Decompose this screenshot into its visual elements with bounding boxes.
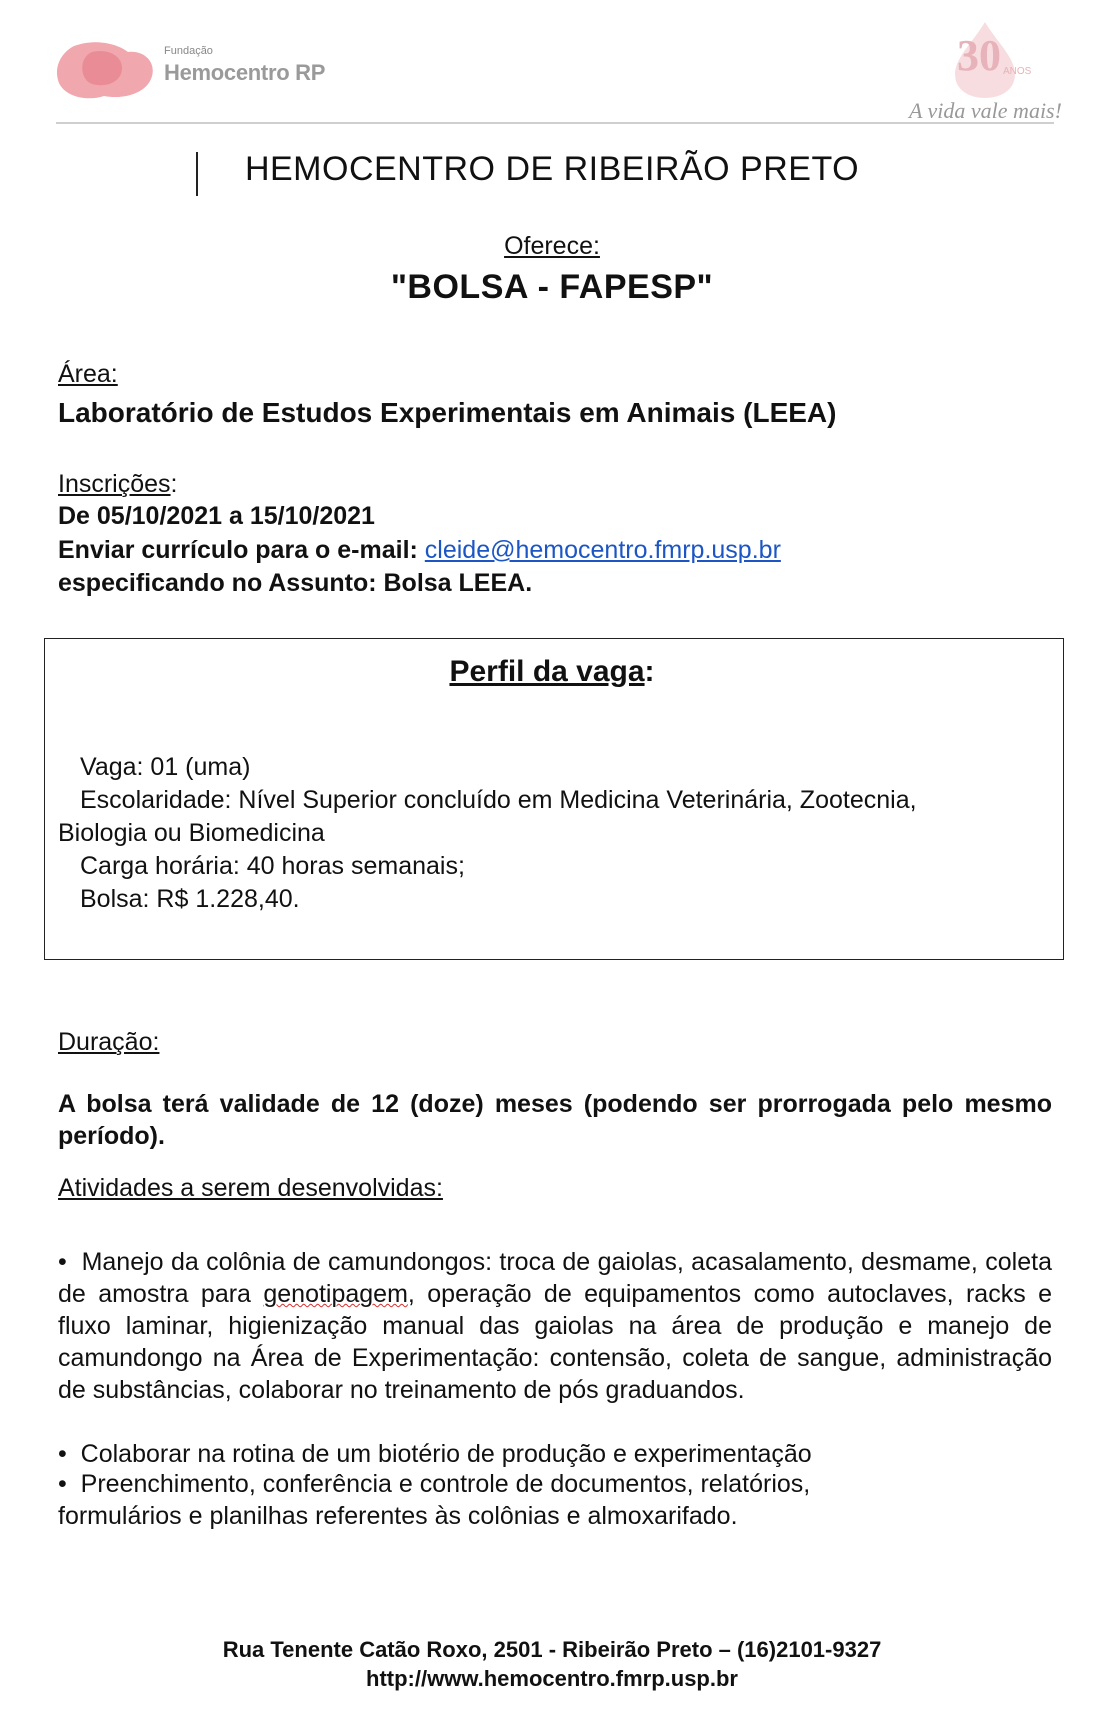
header-divider (56, 122, 1054, 124)
bullet-icon: • (58, 1248, 67, 1276)
duration-text: A bolsa terá validade de 12 (doze) meses (podendo ser prorrogada pelo mesmo período). (58, 1090, 1052, 1150)
area-value: Laboratório de Estudos Experimentais em Animais (LEEA) (58, 397, 837, 428)
footer-address: Rua Tenente Catão Roxo, 2501 - Ribeirão Preto – (16)2101-9327 (222, 1637, 882, 1662)
activity-item-1-spell-flag: genotipagem (263, 1280, 408, 1308)
bullet-icon: • (58, 1470, 67, 1498)
activity-item-3 (58, 1470, 810, 1499)
offers-label: Oferece: (504, 232, 600, 260)
activity-item-3-line-1: Preenchimento, conferência e controle de documentos, relatórios, (80, 1470, 811, 1498)
inscriptions-colon: : (170, 470, 178, 498)
profile-title-text: Perfil da vaga (449, 655, 645, 688)
logo-foundation-label: Fundação (164, 45, 213, 57)
blood-drop-logo-icon (56, 38, 156, 104)
stipend: Bolsa: R$ 1.228,40. (80, 885, 300, 913)
activity-item-1-text-a: Manejo da colônia de camundongos: troca de gaiolas, acasalamento, desmame, coleta de amostra para (58, 1248, 1052, 1308)
area-label: Área: (58, 360, 118, 388)
tagline: A vida vale mais! (909, 98, 1062, 123)
inscriptions-label: Inscrições (58, 470, 171, 498)
bullet-icon: • (58, 1440, 67, 1468)
inscription-dates: De 05/10/2021 a 15/10/2021 (58, 502, 375, 530)
email-link[interactable]: cleide@hemocentro.fmrp.usp.br (424, 536, 781, 564)
activity-item-2 (58, 1438, 1052, 1470)
profile-title-colon: : (644, 655, 655, 688)
logo-name: Hemocentro RP (164, 60, 326, 85)
send-cv-label: Enviar currículo para o e-mail: (58, 536, 418, 564)
education-line-1: Escolaridade: Nível Superior concluído em Medicina Veterinária, Zootecnia, (80, 786, 917, 814)
footer-website[interactable]: http://www.hemocentro.fmrp.usp.br (366, 1666, 738, 1691)
anniversary-label: ANOS (1003, 66, 1032, 77)
hemocentro-logo (56, 38, 346, 110)
activity-item-1 (58, 1246, 1052, 1406)
subject-line: especificando no Assunto: Bolsa LEEA. (58, 569, 533, 597)
profile-title (0, 655, 1104, 689)
workload: Carga horária: 40 horas semanais; (80, 852, 465, 880)
inscriptions-heading (58, 470, 178, 499)
page-title: HEMOCENTRO DE RIBEIRÃO PRETO (244, 150, 860, 188)
education-line-2: Biologia ou Biomedicina (58, 819, 325, 847)
email-line (58, 536, 781, 565)
duration-label: Duração: (58, 1028, 160, 1056)
activity-item-2-text: Colaborar na rotina de um biotério de produção e experimentação (80, 1440, 812, 1468)
anniversary-number: 30 (957, 31, 1001, 80)
activity-item-3-line-2: formulários e planilhas referentes às colônias e almoxarifado. (58, 1502, 738, 1530)
vacancy-count: Vaga: 01 (uma) (80, 753, 251, 781)
anniversary-logo (905, 20, 1060, 125)
activities-label: Atividades a serem desenvolvidas: (58, 1174, 443, 1202)
scholarship-title: "BOLSA - FAPESP" (390, 268, 714, 306)
activity-item-1-text-b: , operação de equipamentos como autoclaves, racks e fluxo laminar, higienização manual das gaiolas na área de produção e manejo de camundongo na Área de Experimentação: contensão, coleta de sangue, administração de substâncias, colaborar no treinamento de pós graduandos. (58, 1280, 1052, 1404)
